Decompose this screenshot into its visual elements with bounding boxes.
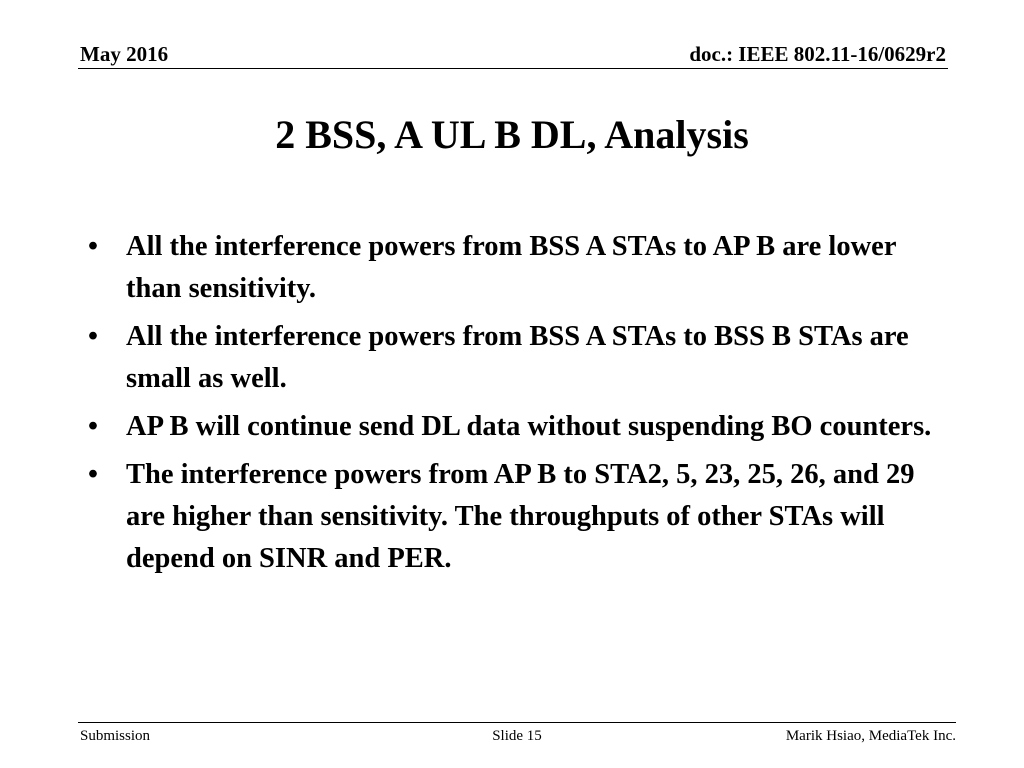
- slide-title: 2 BSS, A UL B DL, Analysis: [275, 112, 749, 157]
- bullet-item: [88, 316, 948, 400]
- footer-slide-number: Slide 15: [492, 728, 542, 744]
- footer-author: Marik Hsiao, MediaTek Inc.: [785, 728, 956, 744]
- bullet-item: [88, 454, 948, 580]
- bullet-text: AP B will continue send DL data without suspending BO counters.: [126, 411, 932, 442]
- bullet-item: [88, 226, 948, 310]
- footer-submission: Submission: [80, 728, 151, 744]
- bullet-dot-icon: •: [88, 231, 98, 262]
- bullet-dot-icon: •: [88, 411, 98, 442]
- header-doc-number: doc.: IEEE 802.11-16/0629r2: [689, 42, 946, 66]
- bullet-text: All the interference powers from BSS A STAs to AP B are lower than sensitivity.: [126, 231, 896, 304]
- bullet-item: [88, 406, 948, 448]
- footer-divider: [78, 722, 956, 723]
- bullet-dot-icon: •: [88, 321, 98, 352]
- header-date: May 2016: [80, 42, 169, 66]
- bullet-list: [88, 226, 948, 586]
- header-divider: [78, 68, 948, 69]
- bullet-text: The interference powers from AP B to STA2, 5, 23, 25, 26, and 29 are higher than sensitivity. The throughputs of other STAs will depend on SINR and PER.: [126, 459, 915, 574]
- bullet-dot-icon: •: [88, 459, 98, 490]
- bullet-text: All the interference powers from BSS A STAs to BSS B STAs are small as well.: [126, 321, 909, 394]
